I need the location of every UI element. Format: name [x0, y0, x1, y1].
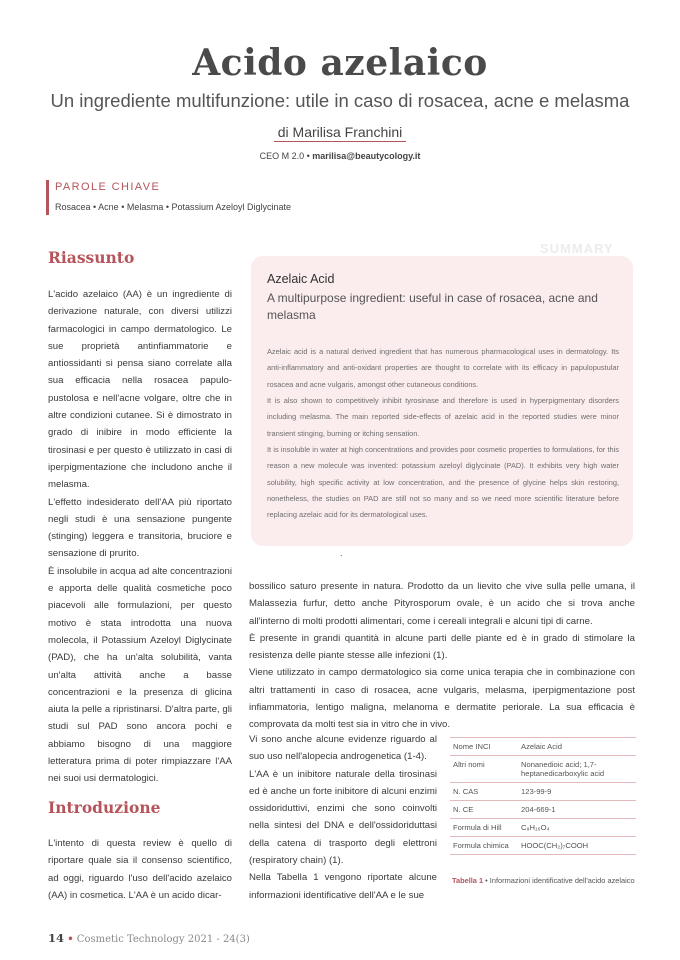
body-paragraph: bossilico saturo presente in natura. Prodotto da un lievito che vive sulla pelle umana, il Malassezia furfur, detto anche Pityrosporum ovale, è un acido che si trova anche all'interno di molti prodotti alimentari, come i cereali integrali e alcuni tipi di carne.	[249, 581, 635, 627]
separator-bullet: •	[306, 151, 310, 161]
table-cell-key: N. CAS	[450, 783, 518, 801]
table-cell-value: Azelaic Acid	[518, 738, 636, 756]
article-title: Acido azelaico	[192, 42, 488, 84]
table-row	[450, 819, 636, 837]
table-row	[450, 801, 636, 819]
author-byline	[0, 124, 680, 140]
table-row	[450, 738, 636, 756]
summary-paragraph: It is insoluble in water at high concentrations and provides poor cosmetic properties to formulations, for this reason a new molecule was invented: potassium azeloyl diglycinate (PAD). It exhibits very high water solubility, high specific activity at low concentration, and the presence of glycine helps skin restoring, nonetheless, the studies on PAD are still not so many and so we need more scientific literature before replacing azelaic acid for its dermatological uses.	[267, 445, 619, 520]
table-caption-text: • Informazioni identificative dell'acido azelaico	[483, 876, 635, 885]
riassunto-paragraph: L'effetto indesiderato dell'AA più riportato negli studi è una sensazione pungente (stinging) leggera e transitoria, bruciore e sensazione di prurito.	[48, 496, 232, 560]
keywords-accent-bar	[46, 180, 49, 215]
identification-table	[450, 737, 636, 855]
table-cell-key: Formula di Hill	[450, 819, 518, 837]
body-paragraph: È presente in grandi quantità in alcune parti delle piante ed è in grado di stimolare la resistenza delle piante stesse alle infezioni (1).	[249, 632, 635, 662]
riassunto-paragraph: È insolubile in acqua ad alte concentrazioni e apporta delle qualità cosmetiche poco piacevoli alle formulazioni, per questo motivo è stata introdotta una nuova molecola, il Potassium Azeloyl Diglycinate (PAD), che ha un'alta solubilità, vanta un'alta attività anche a basse concentrazioni e la presenza di glicina aiuta la pelle a ripristinarsi. D'altra parte, gli studi sul PAD sono ancora pochi e abbiamo bisogno di una maggiore letteratura prima di poter rimpiazzare l'AA nei suoi usi dermatologici.	[48, 565, 233, 785]
author-affiliation	[0, 151, 680, 161]
riassunto-paragraph: L'acido azelaico (AA) è un ingrediente di derivazione naturale, con diversi utilizzi farmacologici in campo dermatologico. Le sue proprietà antinfiammatorie e antiossidanti si pensa siano correlate alla sua efficacia nella rosacea papulo-pustolosa e nell'acne volgare, oltre che in altre condizioni cutanee. Si è dimostrato in grado di inibire in modo efficiente la tirosinasi e per questo è utilizzato in casi di iperpigmentazione che includono anche il melasma.	[48, 289, 232, 491]
author-email[interactable]: marilisa@beautycology.it	[312, 151, 421, 161]
author-name: di Marilisa Franchini	[274, 124, 406, 142]
table-cell-value: HOOC(CH₂)₇COOH	[518, 837, 636, 855]
body-paragraph: Nella Tabella 1 vengono riportate alcune informazioni identificative dell'AA e le sue	[249, 872, 437, 901]
table-cell-key: Formula chimica	[450, 837, 518, 855]
journal-name: Cosmetic Technology 2021 - 24(3)	[76, 934, 250, 945]
body-wide-text	[249, 578, 635, 734]
keywords-list: Rosacea • Acne • Melasma • Potassium Azeloyl Diglycinate	[55, 202, 292, 212]
riassunto-text	[48, 286, 232, 788]
introduzione-heading: Introduzione	[48, 798, 161, 817]
stray-dot: .	[340, 548, 343, 558]
body-paragraph: Viene utilizzato in campo dermatologico sia come unica terapia che in combinazione con altri trattamenti in caso di rosacea, acne vulgaris, melasma, iperpigmentazione post infiammatoria, lentigo maligna, melanoma e dermatite periorale. La sua efficacia è comprovata da molti test sia in vitro che in vivo.	[249, 667, 635, 731]
table-cell-key: Altri nomi	[450, 756, 518, 783]
summary-tag: SUMMARY	[540, 241, 614, 256]
table-row	[450, 837, 636, 855]
summary-paragraph: Azelaic acid is a natural derived ingredient that has numerous pharmacological uses in dermatology. Its anti-inflammatory and anti-oxidant properties are thought to correlate with its efficacy in papulopustular rosacea and acne vulgaris, amongst other cutaneous conditions.	[267, 347, 619, 389]
table-row	[450, 783, 636, 801]
footer-bullet: •	[67, 934, 74, 945]
table-caption	[452, 874, 638, 887]
table-cell-key: Nome INCI	[450, 738, 518, 756]
body-paragraph: L'AA è un inibitore naturale della tirosinasi ed è anche un forte inibitore di alcuni enzimi ossidoriduttivi, enzimi che sono coinvolti nella sintesi del DNA e dell'ossidoriduttasi della catena di trasporto degli elettroni (respiratory chain) (1).	[249, 768, 437, 867]
table-row	[450, 756, 636, 783]
summary-body	[267, 344, 619, 524]
table-cell-key: N. CE	[450, 801, 518, 819]
body-paragraph: Vi sono anche alcune evidenze riguardo al suo uso nell'alopecia androgenetica (1-4).	[249, 734, 437, 763]
article-subtitle: Un ingrediente multifunzione: utile in caso di rosacea, acne e melasma	[50, 90, 630, 111]
body-narrow-text	[249, 731, 437, 904]
page-footer	[48, 931, 250, 945]
page-number: 14	[48, 931, 65, 945]
table-caption-label: Tabella 1	[452, 876, 484, 885]
table-cell-value: C₉H₁₆O₄	[518, 819, 636, 837]
author-role: CEO M 2.0	[259, 151, 305, 161]
table-cell-value: 204-669-1	[518, 801, 636, 819]
table-cell-value: Nonanedioic acid; 1,7-heptanedicarboxylic acid	[518, 756, 636, 783]
keywords-title: PAROLE CHIAVE	[55, 181, 161, 193]
riassunto-heading: Riassunto	[48, 248, 135, 267]
table-cell-value: 123-99-9	[518, 783, 636, 801]
summary-paragraph: It is also shown to competitively inhibit tyrosinase and therefore is used in hyperpigmentary disorders including melasma. The main reported side-effects of azelaic acid in the reported studies were minor transient stinging, burning or itching sensation.	[267, 396, 619, 438]
introduzione-paragraph: L'intento di questa review è quello di riportare quale sia il consenso scientifico, ad oggi, riguardo l'uso dell'acido azelaico (AA) in cosmetica. L'AA è un acido dicar-	[48, 838, 232, 901]
summary-title: Azelaic Acid	[267, 272, 335, 286]
summary-subtitle: A multipurpose ingredient: useful in case of rosacea, acne and melasma	[267, 291, 598, 322]
introduzione-text	[48, 835, 232, 904]
